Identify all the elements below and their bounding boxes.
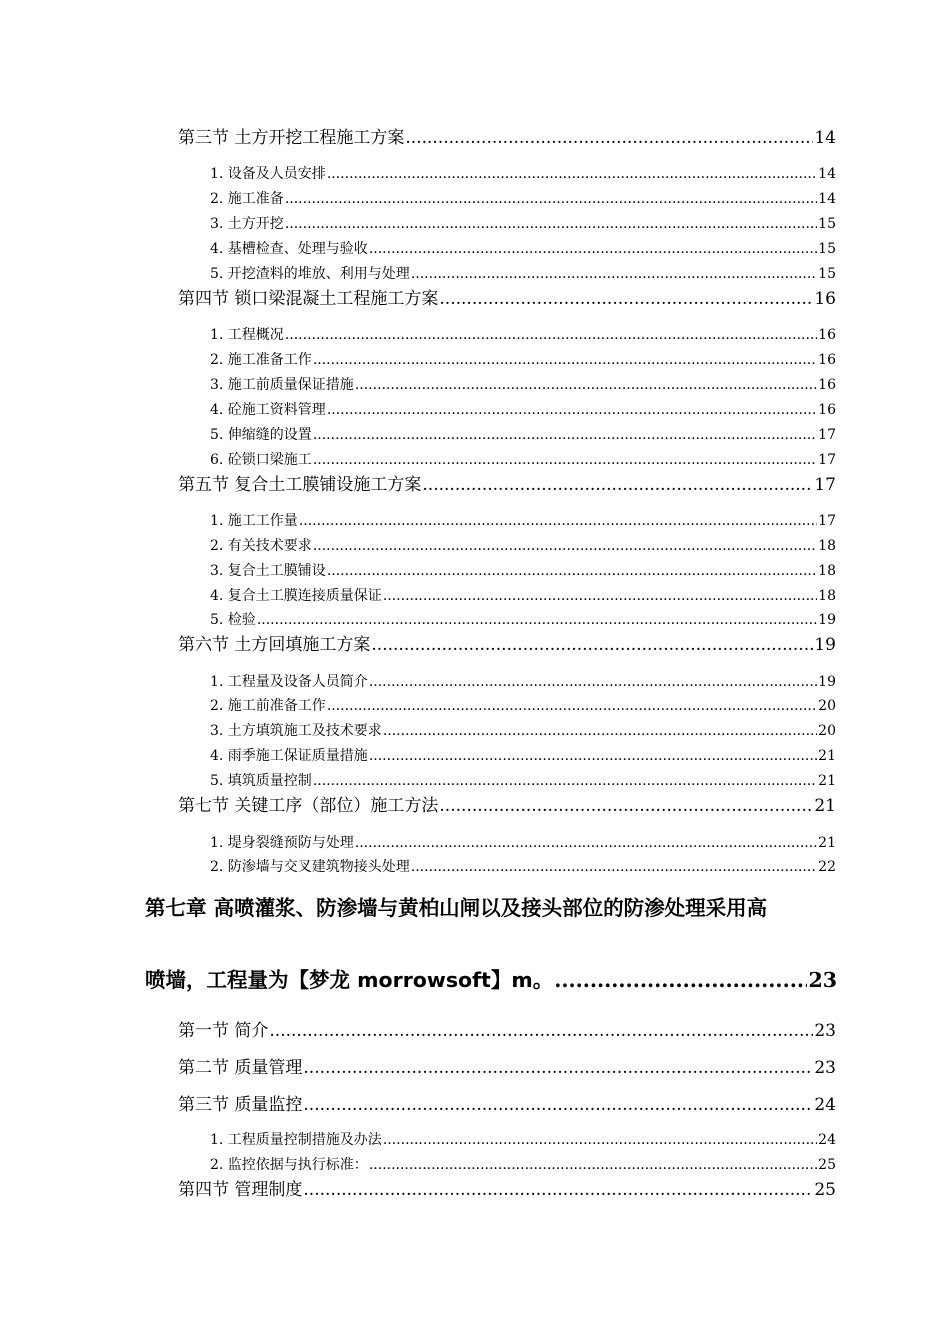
toc-item[interactable]	[210, 1155, 836, 1175]
leader-dots	[285, 189, 817, 209]
toc-item-title: 4. 雨季施工保证质量措施	[210, 748, 368, 764]
toc-page-number: 15	[818, 266, 836, 282]
toc-item[interactable]	[210, 536, 836, 556]
toc-item[interactable]	[210, 264, 836, 284]
toc-item[interactable]	[210, 746, 836, 766]
leader-dots	[303, 1056, 813, 1080]
toc-page-number: 16	[818, 377, 836, 393]
leader-dots	[383, 721, 817, 741]
toc-item[interactable]	[210, 425, 836, 445]
leader-dots	[369, 239, 817, 259]
toc-item-title: 5. 检验	[210, 612, 256, 628]
toc-page-number: 15	[818, 216, 836, 232]
leader-dots	[411, 264, 817, 284]
toc-item-title: 4. 砼施工资料管理	[210, 402, 326, 418]
leader-dots	[327, 696, 817, 716]
leader-dots	[422, 473, 813, 497]
leader-dots	[411, 857, 817, 877]
toc-item[interactable]	[210, 672, 836, 692]
toc-page-number: 24	[814, 1095, 836, 1115]
leader-dots	[405, 126, 813, 150]
toc-item-title: 5. 开挖渣料的堆放、利用与处理	[210, 266, 410, 282]
leader-dots	[369, 1155, 817, 1175]
toc-item-title: 5. 伸缩缝的设置	[210, 427, 312, 443]
toc-item[interactable]	[210, 561, 836, 581]
toc-section-7[interactable]	[178, 794, 836, 818]
toc-item[interactable]	[210, 721, 836, 741]
leader-dots	[369, 746, 817, 766]
toc-item[interactable]	[210, 164, 836, 184]
toc-chapter7-section-1[interactable]	[178, 1019, 836, 1043]
leader-dots	[299, 511, 817, 531]
toc-section-4[interactable]	[178, 287, 836, 311]
leader-dots	[327, 561, 817, 581]
leader-dots	[313, 450, 817, 470]
toc-item[interactable]	[210, 450, 836, 470]
toc-section-title: 第四节 锁口梁混凝土工程施工方案	[178, 289, 439, 309]
toc-chapter7-section-4[interactable]	[178, 1178, 836, 1202]
leader-dots	[554, 966, 807, 994]
toc-item[interactable]	[210, 214, 836, 234]
toc-item-title: 2. 施工准备	[210, 191, 284, 207]
toc-section-title: 第一节 简介	[178, 1021, 269, 1041]
leader-dots	[369, 672, 817, 692]
toc-item[interactable]	[210, 771, 836, 791]
toc-item-title: 3. 土方开挖	[210, 216, 284, 232]
toc-page-number: 19	[818, 612, 836, 628]
toc-section-title: 第三节 土方开挖工程施工方案	[178, 128, 405, 148]
leader-dots	[269, 1019, 813, 1043]
toc-page-number: 21	[814, 796, 836, 816]
toc-item[interactable]	[210, 239, 836, 259]
toc-page-number: 20	[818, 723, 836, 739]
toc-item[interactable]	[210, 857, 836, 877]
toc-page-number: 16	[818, 402, 836, 418]
toc-item-title: 2. 有关技术要求	[210, 538, 312, 554]
toc-page-number: 16	[818, 327, 836, 343]
leader-dots	[313, 536, 817, 556]
toc-page-number: 16	[814, 289, 836, 309]
toc-section-title: 第四节 管理制度	[178, 1180, 303, 1200]
toc-page-number: 20	[818, 698, 836, 714]
leader-dots	[313, 771, 817, 791]
toc-page-number: 14	[814, 128, 836, 148]
toc-item[interactable]	[210, 610, 836, 630]
toc-section-title: 第六节 土方回填施工方案	[178, 635, 371, 655]
leader-dots	[313, 350, 817, 370]
leader-dots	[439, 794, 813, 818]
toc-page-number: 17	[818, 513, 836, 529]
toc-item-title: 3. 复合土工膜铺设	[210, 563, 326, 579]
toc-page-number: 15	[818, 241, 836, 257]
toc-item-title: 1. 工程质量控制措施及办法	[210, 1132, 382, 1148]
toc-page-number: 25	[818, 1157, 836, 1173]
toc-item-title: 1. 工程量及设备人员简介	[210, 674, 368, 690]
leader-dots	[303, 1093, 813, 1117]
toc-item[interactable]	[210, 586, 836, 606]
toc-page-number: 18	[818, 538, 836, 554]
toc-section-title: 第五节 复合土工膜铺设施工方案	[178, 475, 422, 495]
toc-page-number: 16	[818, 352, 836, 368]
toc-item[interactable]	[210, 400, 836, 420]
leader-dots	[371, 633, 813, 657]
toc-page-number: 22	[818, 859, 836, 875]
toc-item-title: 2. 监控依据与执行标准：	[210, 1157, 368, 1173]
toc-item-title: 6. 砼锁口梁施工	[210, 452, 312, 468]
toc-section-title: 第二节 质量管理	[178, 1058, 303, 1078]
toc-item-title: 2. 施工准备工作	[210, 352, 312, 368]
toc-page-number: 23	[814, 1021, 836, 1041]
toc-section-3[interactable]	[178, 126, 836, 150]
toc-page-number: 14	[818, 191, 836, 207]
toc-page-number: 18	[818, 563, 836, 579]
toc-page-number: 21	[818, 835, 836, 851]
toc-item[interactable]	[210, 189, 836, 209]
leader-dots	[285, 325, 817, 345]
toc-item-title: 5. 填筑质量控制	[210, 773, 312, 789]
toc-page-number: 19	[814, 635, 836, 655]
toc-page-number: 24	[818, 1132, 836, 1148]
toc-page-number: 25	[814, 1180, 836, 1200]
toc-item-title: 2. 施工前准备工作	[210, 698, 326, 714]
toc-page-number: 19	[818, 674, 836, 690]
leader-dots	[355, 375, 817, 395]
leader-dots	[327, 164, 817, 184]
leader-dots	[383, 1130, 817, 1150]
toc-item-title: 1. 设备及人员安排	[210, 166, 326, 182]
toc-page-number: 23	[814, 1058, 836, 1078]
toc-item[interactable]	[210, 511, 836, 531]
leader-dots	[303, 1178, 813, 1202]
toc-chapter-title-line1[interactable]: 第七章 高喷灌浆、防渗墙与黄柏山闸以及接头部位的防渗处理采用高	[145, 896, 768, 920]
toc-page-number: 23	[808, 968, 837, 992]
toc-section-5[interactable]	[178, 473, 836, 497]
leader-dots	[285, 214, 817, 234]
leader-dots	[327, 400, 817, 420]
leader-dots	[257, 610, 817, 630]
toc-page-number: 18	[818, 588, 836, 604]
toc-page-number: 17	[814, 475, 836, 495]
toc-page-number: 17	[818, 452, 836, 468]
toc-item-title: 3. 土方填筑施工及技术要求	[210, 723, 382, 739]
leader-dots	[313, 425, 817, 445]
toc-item-title: 1. 堤身裂缝预防与处理	[210, 835, 354, 851]
toc-item[interactable]	[210, 375, 836, 395]
toc-item-title: 1. 工程概况	[210, 327, 284, 343]
toc-section-6[interactable]	[178, 633, 836, 657]
toc-chapter-title-line2[interactable]	[145, 966, 837, 994]
toc-item[interactable]	[210, 833, 836, 853]
toc-page-number: 14	[818, 166, 836, 182]
toc-item-title: 4. 复合土工膜连接质量保证	[210, 588, 382, 604]
toc-item-title: 2. 防渗墙与交叉建筑物接头处理	[210, 859, 410, 875]
toc-item-title: 1. 施工工作量	[210, 513, 298, 529]
toc-page-number: 21	[818, 748, 836, 764]
toc-chapter7-section-3[interactable]	[178, 1093, 836, 1117]
toc-item[interactable]	[210, 325, 836, 345]
toc-chapter-title: 喷墙，工程量为【梦龙 morrowsoft】m。	[145, 968, 554, 992]
toc-item-title: 3. 施工前质量保证措施	[210, 377, 354, 393]
toc-item[interactable]	[210, 696, 836, 716]
toc-chapter7-section-2[interactable]	[178, 1056, 836, 1080]
toc-section-title: 第七节 关键工序（部位）施工方法	[178, 796, 439, 816]
toc-item[interactable]	[210, 1130, 836, 1150]
leader-dots	[439, 287, 813, 311]
toc-item[interactable]	[210, 350, 836, 370]
leader-dots	[355, 833, 817, 853]
toc-item-title: 4. 基槽检查、处理与验收	[210, 241, 368, 257]
toc-page-number: 21	[818, 773, 836, 789]
toc-page-number: 17	[818, 427, 836, 443]
leader-dots	[383, 586, 817, 606]
toc-section-title: 第三节 质量监控	[178, 1095, 303, 1115]
